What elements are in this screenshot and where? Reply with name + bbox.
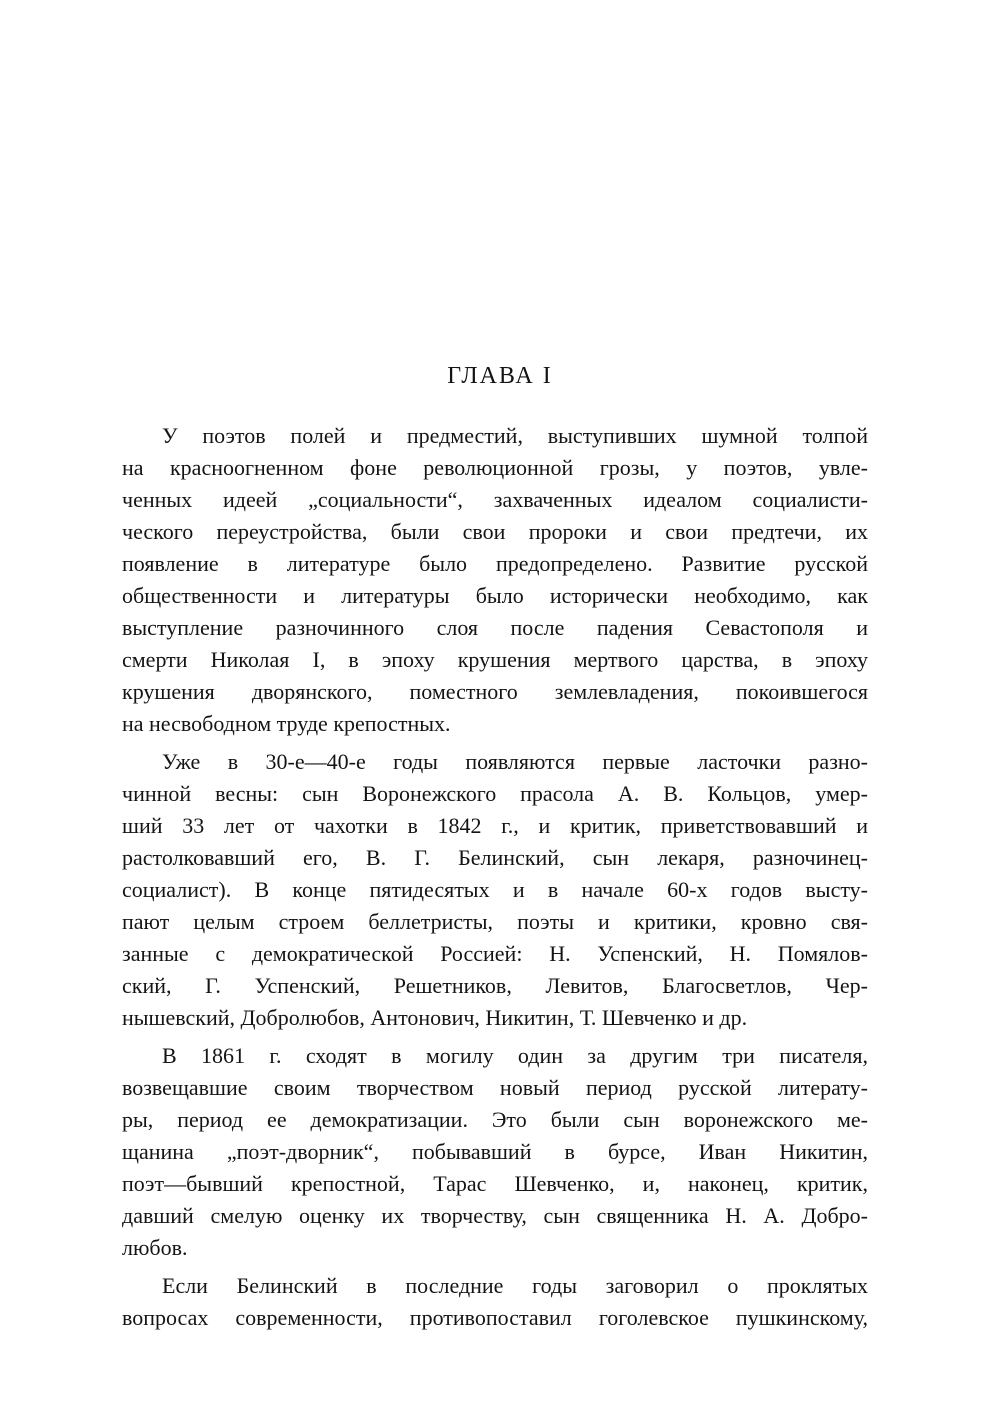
text-line: ший 33 лет от чахотки в 1842 г., и критик, приветствовавший и bbox=[122, 813, 868, 838]
paragraph-2 bbox=[122, 746, 868, 1034]
text-line: вопросах современности, противопоставил гоголевское пушкинскому, bbox=[122, 1305, 868, 1330]
text-line: нышевский, Добролюбов, Антонович, Никитин, Т. Шевченко и др. bbox=[122, 1005, 748, 1030]
text-line: чинной весны: сын Воронежского прасола А. В. Кольцов, умер- bbox=[122, 781, 868, 806]
text-line: пают целым строем беллетристы, поэты и критики, кровно свя- bbox=[122, 909, 868, 934]
text-line: смерти Николая I, в эпоху крушения мертвого царства, в эпоху bbox=[122, 647, 868, 672]
chapter-title: ГЛАВА I bbox=[447, 363, 553, 389]
text-line: возвещавшие своим творчеством новый период русской литерату- bbox=[122, 1075, 868, 1100]
text-line: давший смелую оценку их творчеству, сын священника Н. А. Добро- bbox=[122, 1203, 868, 1228]
text-line: появление в литературе было предопределено. Развитие русской bbox=[122, 551, 868, 576]
text-line: У поэтов полей и предместий, выступивших шумной толпой bbox=[162, 423, 868, 448]
text-line: любов. bbox=[122, 1235, 188, 1260]
text-line: В 1861 г. сходят в могилу один за другим три писателя, bbox=[162, 1043, 868, 1068]
text-line: общественности и литературы было исторически необходимо, как bbox=[122, 583, 868, 608]
text-line: растолковавший его, В. Г. Белинский, сын лекаря, разночинец- bbox=[122, 845, 868, 870]
text-line: крушения дворянского, поместного землевладения, покоившегося bbox=[122, 679, 868, 704]
text-line: занные с демократической Россией: Н. Успенский, Н. Помялов- bbox=[122, 941, 868, 966]
text-line: на красноогненном фоне революционной грозы, у поэтов, увле- bbox=[122, 455, 868, 480]
text-line: выступление разночинного слоя после падения Севастополя и bbox=[122, 615, 868, 640]
body-text bbox=[122, 420, 868, 1340]
text-line: поэт—бывший крепостной, Тарас Шевченко, и, наконец, критик, bbox=[122, 1171, 868, 1196]
text-line: на несвободном труде крепостных. bbox=[122, 711, 451, 736]
text-line: щанина „поэт-дворник“, побывавший в бурсе, Иван Никитин, bbox=[122, 1139, 868, 1164]
paragraph-3 bbox=[122, 1040, 868, 1264]
paragraph-1 bbox=[122, 420, 868, 740]
paragraph-4 bbox=[122, 1270, 868, 1334]
text-line: ский, Г. Успенский, Решетников, Левитов, Благосветлов, Чер- bbox=[122, 973, 868, 998]
text-line: Уже в 30-е—40-е годы появляются первые ласточки разно- bbox=[162, 749, 868, 774]
text-line: Если Белинский в последние годы заговорил о проклятых bbox=[162, 1273, 868, 1298]
text-line: ченных идеей „социальности“, захваченных идеалом социалисти- bbox=[122, 487, 868, 512]
text-line: социалист). В конце пятидесятых и в начале 60-х годов высту- bbox=[122, 877, 868, 902]
text-line: ры, период ее демократизации. Это были сын воронежского ме- bbox=[122, 1107, 868, 1132]
text-line: ческого переустройства, были свои пророки и свои предтечи, их bbox=[122, 519, 868, 544]
